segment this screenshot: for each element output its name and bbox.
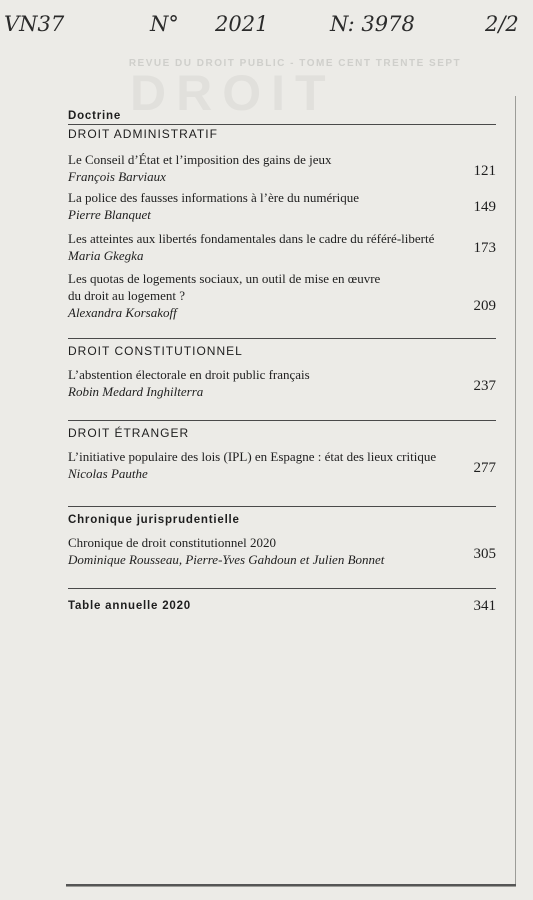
entry-page: 237	[473, 378, 496, 394]
entry-page: 341	[473, 598, 496, 614]
section-title-table-annuelle: Table annuelle 2020	[68, 600, 192, 612]
entry-author: Alexandra Korsakoff	[68, 305, 177, 320]
toc-entry[interactable]	[68, 534, 496, 568]
toc-entry[interactable]	[68, 230, 496, 264]
entry-page: 209	[473, 298, 496, 314]
section-title-droit-etranger: DROIT ÉTRANGER	[68, 426, 190, 440]
bleed-through-header: REVUE DU DROIT PUBLIC - TOME CENT TRENTE SEPT	[128, 58, 462, 69]
section-title-droit-constitutionnel: DROIT CONSTITUTIONNEL	[68, 344, 243, 358]
entry-title: L’abstention électorale en droit public français	[68, 367, 310, 382]
toc-entry[interactable]	[68, 448, 496, 482]
section-rule	[68, 506, 496, 507]
entry-title: Les quotas de logements sociaux, un outil de mise en œuvre	[68, 271, 381, 286]
toc-entry[interactable]	[68, 270, 496, 321]
toc-entry[interactable]	[68, 366, 496, 400]
section-title-doctrine: Doctrine	[68, 110, 122, 122]
entry-page: 121	[473, 163, 496, 179]
handwritten-issue: N: 3978	[330, 12, 415, 36]
handwritten-fraction: 2/2	[485, 12, 519, 36]
entry-title-continued: du droit au logement ?	[68, 288, 185, 303]
entry-author: Pierre Blanquet	[68, 207, 151, 222]
entry-author: Maria Gkegka	[68, 248, 144, 263]
section-title-chronique: Chronique jurisprudentielle	[68, 514, 240, 526]
handwritten-number-label: N°	[150, 12, 179, 36]
bleed-through-title: DROIT	[130, 65, 336, 121]
section-rule	[68, 588, 496, 589]
toc-entry[interactable]	[68, 189, 496, 223]
entry-author: François Barviaux	[68, 169, 166, 184]
entry-author: Nicolas Pauthe	[68, 466, 148, 481]
entry-page: 305	[473, 546, 496, 562]
entry-title: La police des fausses informations à l’ère du numérique	[68, 190, 359, 205]
entry-page: 277	[473, 460, 496, 476]
entry-title: Les atteintes aux libertés fondamentales dans le cadre du référé-liberté	[68, 231, 435, 246]
entry-author: Robin Medard Inghilterra	[68, 384, 204, 399]
entry-title: Chronique de droit constitutionnel 2020	[68, 535, 276, 550]
toc-entry[interactable]	[68, 151, 496, 185]
entry-page: 149	[473, 199, 496, 215]
handwritten-year: 2021	[215, 12, 269, 36]
handwritten-annotation	[0, 8, 533, 48]
section-title-droit-administratif: DROIT ADMINISTRATIF	[68, 127, 218, 141]
entry-title: Le Conseil d’État et l’imposition des gains de jeux	[68, 152, 332, 167]
entry-author: Dominique Rousseau, Pierre-Yves Gahdoun et Julien Bonnet	[68, 552, 385, 567]
entry-page: 173	[473, 240, 496, 256]
section-rule	[68, 420, 496, 421]
page-bottom-rule	[66, 884, 516, 886]
section-rule	[68, 124, 496, 125]
section-rule	[68, 338, 496, 339]
handwritten-ref: VN37	[4, 12, 65, 36]
entry-title: L’initiative populaire des lois (IPL) en Espagne : état des lieux critique	[68, 449, 437, 464]
